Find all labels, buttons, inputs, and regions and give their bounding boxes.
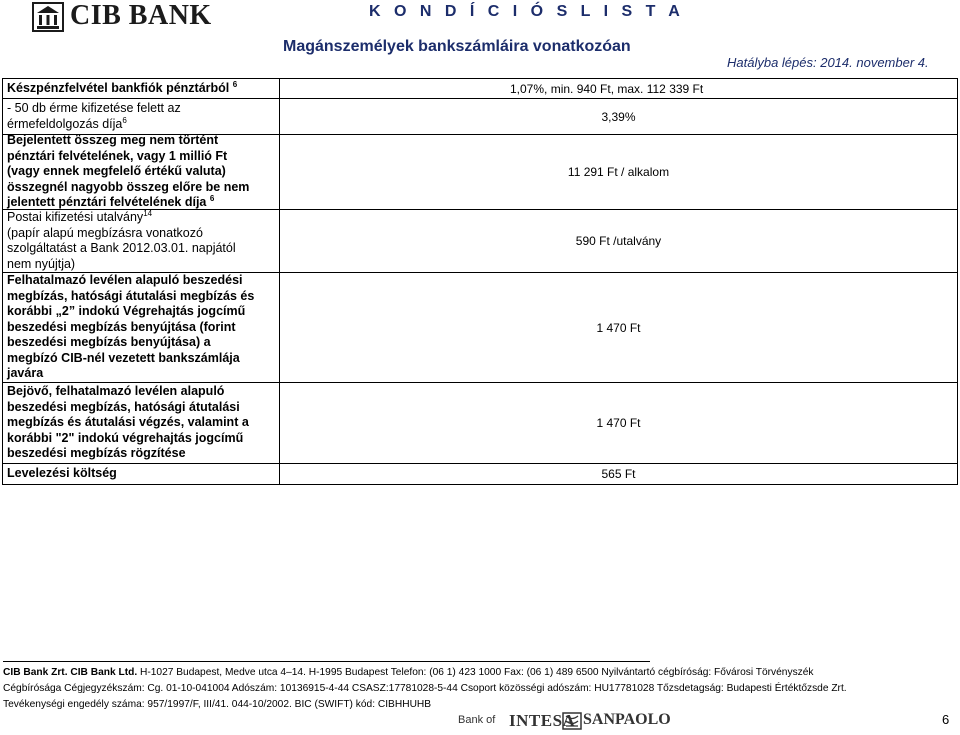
table-row bbox=[2, 464, 958, 485]
fee-table bbox=[2, 78, 958, 485]
fee-label: Készpénzfelvétel bankfiók pénztárból $^6$ bbox=[3, 79, 280, 98]
fee-label: Bejövő, felhatalmazó levélen alapuló beszedési megbízás, hatósági átutalási megbízás és átutalási végzés, valamint a korábbi "2" indokú végrehajtás jogcímű beszedési megbízás rögzítése bbox=[3, 383, 280, 463]
table-row bbox=[2, 99, 958, 135]
sanpaolo-mark-icon bbox=[562, 712, 582, 735]
bank-of-label: Bank of bbox=[458, 714, 496, 726]
table-row bbox=[2, 78, 958, 99]
fee-label: - 50 db érme kifizetése felett az érmefeldolgozás díja$^6$ bbox=[3, 99, 280, 134]
document-title: K O N D Í C I Ó S L I S T A bbox=[369, 3, 685, 20]
sanpaolo-logo: SANPAOLO bbox=[583, 711, 671, 728]
fee-value: 11 291 Ft / alkalom bbox=[567, 165, 670, 179]
fee-label: Bejelentett összeg meg nem történt pénztári felvételének, vagy 1 millió Ft (vagy ennek megfelelő értékű valuta) összegnél nagyobb összeg előre be nem jelentett pénztári felvételének díja $^6$ bbox=[3, 135, 280, 209]
fee-value: 565 Ft bbox=[601, 467, 636, 481]
intesa-logo: INTESA bbox=[509, 711, 576, 730]
effective-date: Hatályba lépés: 2014. november 4. bbox=[727, 55, 929, 70]
cib-logo-icon bbox=[32, 2, 64, 32]
fee-value: 1 470 Ft bbox=[596, 320, 641, 335]
cib-bank-logo bbox=[32, 2, 214, 32]
fee-label: Levelezési költség bbox=[3, 464, 280, 484]
document-subtitle: Magánszemélyek bankszámláira vonatkozóan bbox=[283, 38, 631, 55]
footer-line-2: Cégbírósága Cégjegyzékszám: Cg. 01-10-041004 Adószám: 10136915-4-44 CSASZ:17781028-5-44 Csoport közösségi adószám: HU17781028 Tőzsdetagság: Budapesti Értéktőzsde Zrt. bbox=[3, 683, 847, 694]
footer-line-1: CIB Bank Zrt. CIB Bank Ltd. H-1027 Budapest, Medve utca 4–14. H-1995 Budapest Telefon: (06 1) 423 1000 Fax: (06 1) 489 6500 Nyilvántartó cégbíróság: Fővárosi Törvényszék bbox=[3, 667, 814, 678]
table-row bbox=[2, 273, 958, 383]
footer-line-3: Tevékenységi engedély száma: 957/1997/F, III/41. 044-10/2002. BIC (SWIFT) kód: CIBHHUHB bbox=[3, 699, 432, 710]
fee-value: 590 Ft /utalvány bbox=[575, 234, 662, 248]
table-row bbox=[2, 135, 958, 210]
footer-divider bbox=[3, 661, 650, 662]
table-row bbox=[2, 383, 958, 464]
page-number: 6 bbox=[942, 712, 950, 727]
fee-value: 1,07%, min. 940 Ft, max. 112 339 Ft bbox=[510, 81, 704, 96]
fee-value: 1 470 Ft bbox=[596, 416, 641, 430]
logo-text: CIB BANK bbox=[70, 0, 212, 31]
fee-label: Postai kifizetési utalvány$^{14}$ (papír alapú megbízásra vonatkozó szolgáltatást a Bank 2012.03.01. napjától nem nyújtja) bbox=[3, 210, 280, 272]
table-row bbox=[2, 210, 958, 273]
fee-label: Felhatalmazó levélen alapuló beszedési megbízás, hatósági átutalási megbízás és korábbi „2” indokú Végrehajtás jogcímű beszedési megbízás benyújtása (forint beszedési megbízás benyújtása) a megbízó CIB-nél vezetett bankszámlája javára bbox=[3, 273, 280, 382]
fee-value: 3,39% bbox=[601, 109, 636, 124]
